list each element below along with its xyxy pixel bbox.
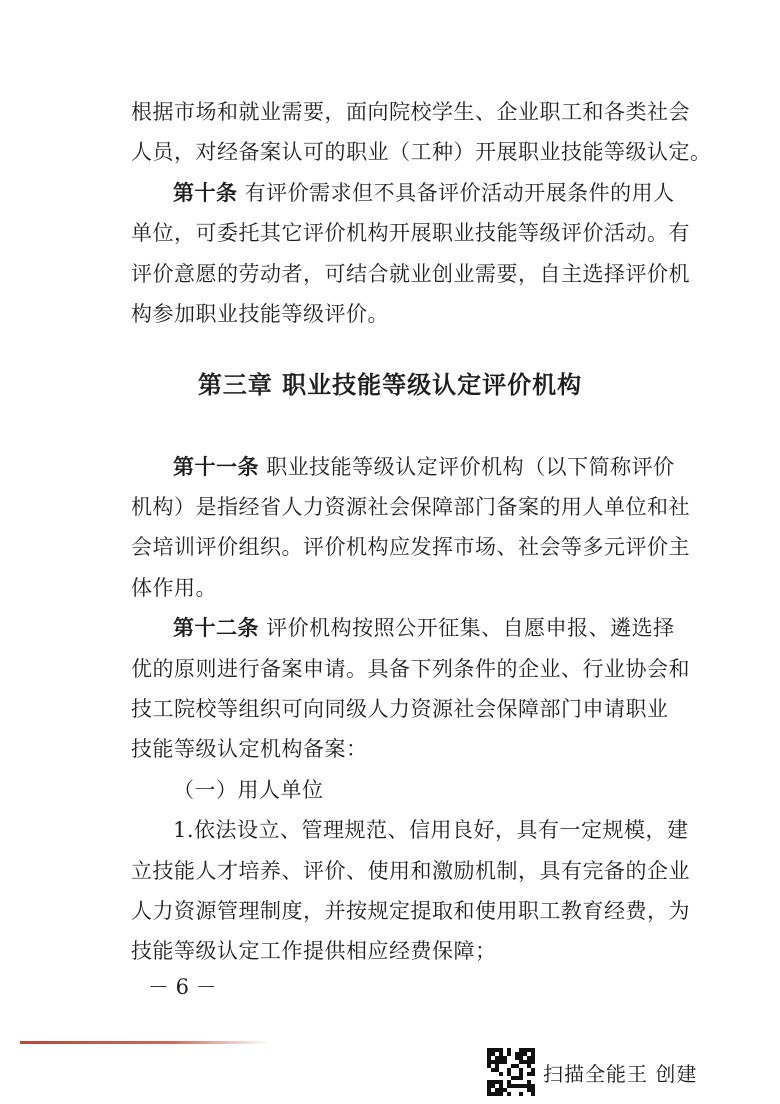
article-12-line: 第十二条 评价机构按照公开征集、自愿申报、遴选择 bbox=[173, 615, 675, 640]
body-line: 构参加职业技能等级评价。 bbox=[131, 302, 389, 326]
scanner-watermark bbox=[487, 1046, 697, 1098]
body-line: 会培训评价组织。评价机构应发挥市场、社会等多元评价主 bbox=[131, 535, 690, 559]
body-line: 技工院校等组织可向同级人力资源社会保障部门申请职业 bbox=[131, 697, 669, 721]
body-line: 根据市场和就业需要，面向院校学生、企业职工和各类社会 bbox=[131, 100, 690, 124]
article-11-line: 第十一条 职业技能等级认定评价机构（以下简称评价 bbox=[173, 454, 675, 479]
article-10-line: 第十条 有评价需求但不具备评价活动开展条件的用人 bbox=[173, 180, 675, 205]
body-line: 技能等级认定机构备案： bbox=[131, 737, 368, 761]
page-bottom-rule bbox=[20, 1041, 270, 1044]
qr-code-icon bbox=[487, 1048, 535, 1096]
subsection-heading: （一）用人单位 bbox=[173, 778, 324, 802]
body-line: 技能等级认定工作提供相应经费保障； bbox=[131, 939, 497, 963]
body-line: 人力资源管理制度，并按规定提取和使用职工教育经费，为 bbox=[131, 899, 690, 923]
watermark-text: 扫描全能王 创建 bbox=[543, 1061, 698, 1086]
article-label: 第十条 bbox=[173, 180, 238, 205]
body-line: 人员，对经备案认可的职业（工种）开展职业技能等级认定。 bbox=[131, 140, 712, 164]
body-line: 立技能人才培养、评价、使用和激励机制，具有完备的企业 bbox=[131, 859, 690, 883]
article-label: 第十一条 bbox=[173, 454, 259, 479]
body-line: 优的原则进行备案申请。具备下列条件的企业、行业协会和 bbox=[131, 657, 690, 681]
body-line: 评价意愿的劳动者，可结合就业创业需要，自主选择评价机 bbox=[131, 262, 690, 286]
chapter-title: 第三章 职业技能等级认定评价机构 bbox=[197, 371, 583, 399]
page-number: － 6 － bbox=[148, 975, 217, 999]
body-line: 单位，可委托其它评价机构开展职业技能等级评价活动。有 bbox=[131, 221, 690, 245]
article-label: 第十二条 bbox=[173, 615, 259, 640]
body-line: 机构）是指经省人力资源社会保障部门备案的用人单位和社 bbox=[131, 495, 690, 519]
body-line: 体作用。 bbox=[131, 576, 217, 600]
list-item-line: 1.依法设立、管理规范、信用良好，具有一定规模，建 bbox=[173, 818, 689, 842]
